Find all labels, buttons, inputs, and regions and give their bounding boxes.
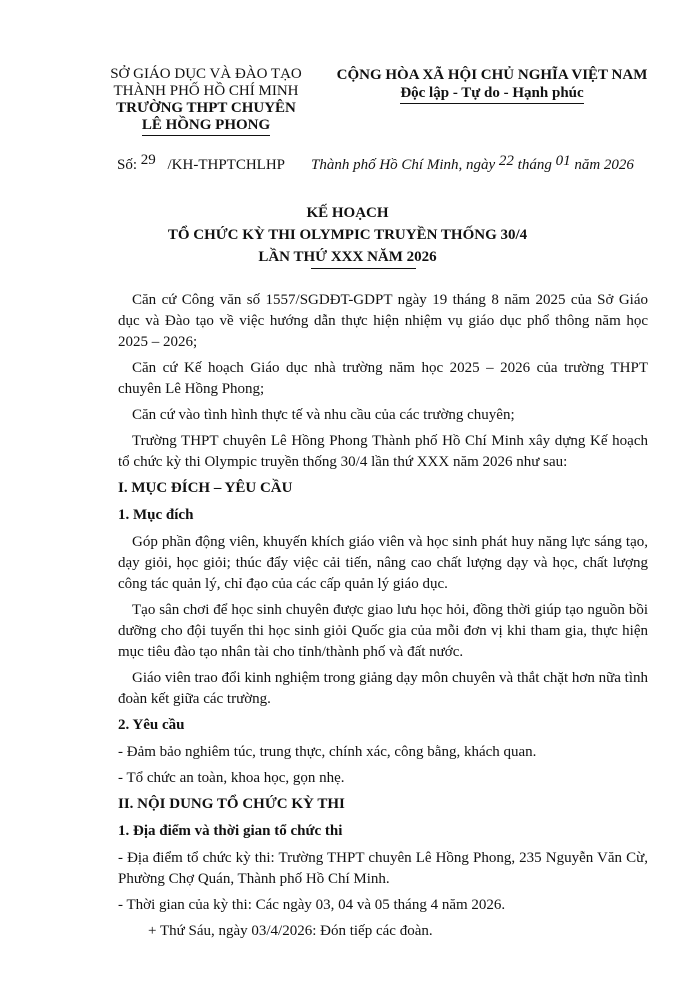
date-year: năm 2026 — [574, 157, 634, 173]
requirement-item: - Tổ chức an toàn, khoa học, gọn nhẹ. — [118, 770, 345, 786]
date-month: 01 — [555, 153, 571, 169]
document-reference — [117, 152, 286, 174]
place-and-date — [311, 153, 634, 174]
preamble-paragraph: Căn cứ Kế hoạch Giáo dục nhà trường năm học 2025 – 2026 của trường THPT chuyên Lê Hồng Phong; — [118, 360, 648, 397]
date-month-label: tháng — [517, 157, 552, 173]
purpose-paragraph: Giáo viên trao đổi kinh nghiệm trong giảng dạy môn chuyên và thắt chặt hơn nữa tình đoàn kết giữa các trường. — [118, 670, 648, 707]
title-line-1: KẾ HOẠCH — [306, 205, 389, 221]
subsection-venue-time-heading: 1. Địa điểm và thời gian tổ chức thi — [118, 823, 343, 839]
preamble-paragraph: Trường THPT chuyên Lê Hồng Phong Thành phố Hồ Chí Minh xây dựng Kế hoạch tổ chức kỳ thi Olympic truyền thống 30/4 lần thứ XXX năm 2026 như sau: — [118, 433, 648, 470]
section-2-heading: II. NỘI DUNG TỔ CHỨC KỲ THI — [118, 796, 345, 812]
issuing-organization-header — [86, 66, 326, 136]
title-line-2: TỔ CHỨC KỲ THI OLYMPIC TRUYỀN THỐNG 30/4 — [167, 227, 528, 243]
org-line-2: THÀNH PHỐ HỒ CHÍ MINH — [113, 83, 299, 99]
section-1-heading: I. MỤC ĐÍCH – YÊU CẦU — [118, 480, 293, 496]
venue-item: - Địa điểm tổ chức kỳ thi: Trường THPT chuyên Lê Hồng Phong, 235 Nguyễn Văn Cừ, Phường Chợ Quán, Thành phố Hồ Chí Minh. — [118, 850, 648, 887]
preamble-paragraph: Căn cứ vào tình hình thực tế và nhu cầu của các trường chuyên; — [132, 407, 515, 423]
date-day: 22 — [498, 153, 514, 169]
document-body — [118, 290, 648, 947]
national-motto: Độc lập - Tự do - Hạnh phúc — [400, 84, 583, 104]
country-name: CỘNG HÒA XÃ HỘI CHỦ NGHĨA VIỆT NAM — [336, 67, 648, 83]
subsection-requirements-heading: 2. Yêu cầu — [118, 717, 185, 733]
purpose-paragraph: Tạo sân chơi để học sinh chuyên được giao lưu học hỏi, đồng thời giúp tạo nguồn bồi dưỡng cho đội tuyển thi học sinh giỏi Quốc gia của mỗi đơn vị khi tham gia, thực hiện mục tiêu đào tạo nhân tài cho tỉnh/thành phố và đất nước. — [118, 602, 648, 660]
document-title — [0, 202, 695, 268]
reference-number: 29 — [140, 152, 156, 168]
schedule-item: + Thứ Sáu, ngày 03/4/2026: Đón tiếp các đoàn. — [148, 923, 433, 939]
reference-code: /KH-THPTCHLHP — [167, 157, 286, 173]
reference-prefix: Số: — [117, 157, 138, 173]
org-line-4: LÊ HỒNG PHONG — [142, 117, 270, 136]
requirement-item: - Đảm bảo nghiêm túc, trung thực, chính xác, công bằng, khách quan. — [118, 744, 537, 760]
place-date-prefix: Thành phố Hồ Chí Minh, ngày — [311, 157, 496, 173]
subsection-purpose-heading: 1. Mục đích — [118, 507, 194, 523]
purpose-paragraph: Góp phần động viên, khuyến khích giáo viên và học sinh phát huy năng lực sáng tạo, dạy giỏi, học giỏi; thúc đẩy việc cải tiến, nâng cao chất lượng dạy và học, chất lượng công tác quản lý, chỉ đạo của các cấp quản lý giáo dục. — [118, 534, 648, 592]
title-line-3: LẦN THỨ XXX NĂM 2026 — [258, 249, 437, 265]
exam-time-item: - Thời gian của kỳ thi: Các ngày 03, 04 và 05 tháng 4 năm 2026. — [118, 897, 506, 913]
title-underline — [311, 268, 416, 269]
org-line-3: TRƯỜNG THPT CHUYÊN — [116, 100, 296, 116]
org-line-1: SỞ GIÁO DỤC VÀ ĐÀO TẠO — [110, 66, 302, 82]
national-motto-header — [322, 66, 662, 104]
preamble-paragraph: Căn cứ Công văn số 1557/SGDĐT-GDPT ngày 19 tháng 8 năm 2025 của Sở Giáo dục và Đào tạo về việc hướng dẫn thực hiện nhiệm vụ giáo dục phổ thông năm học 2025 – 2026; — [118, 292, 648, 350]
